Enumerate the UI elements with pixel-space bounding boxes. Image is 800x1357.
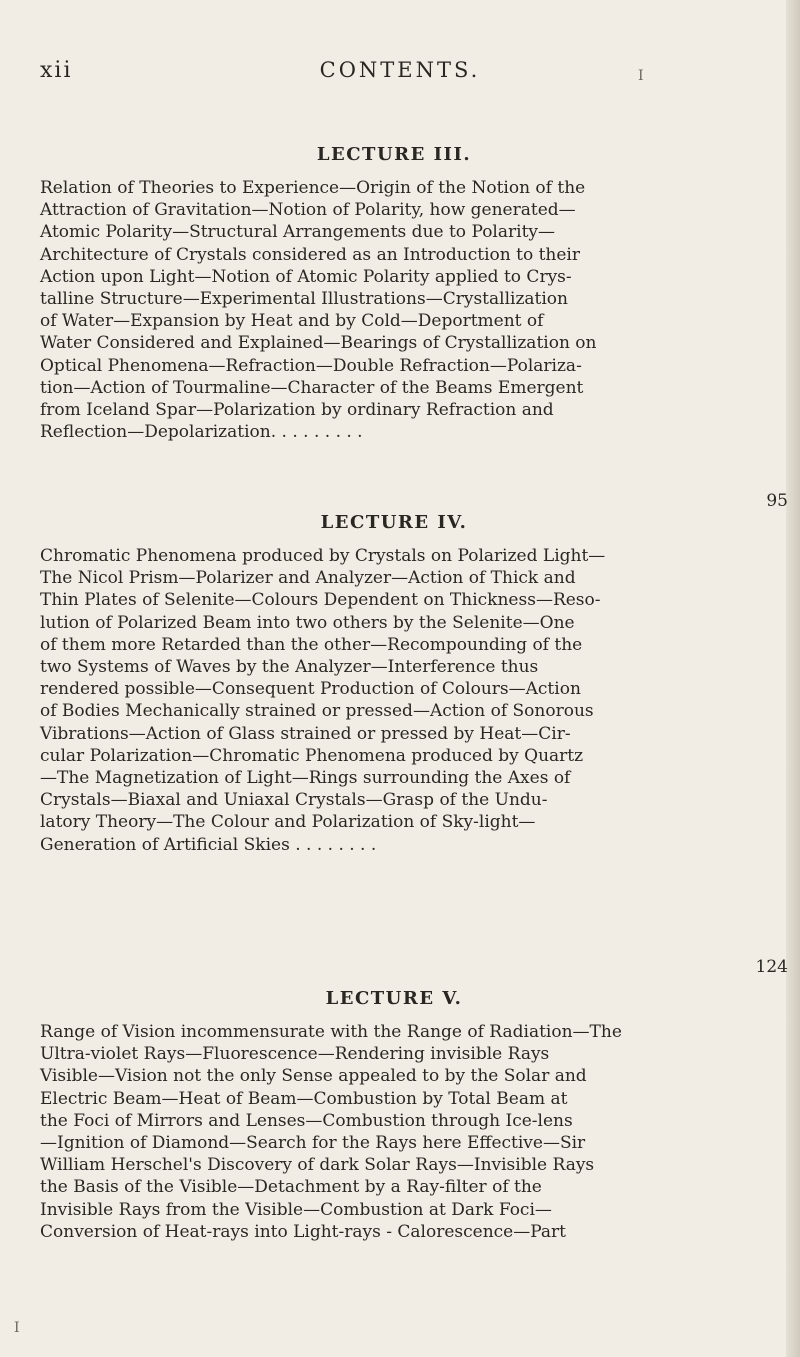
page-edge — [786, 0, 800, 1357]
lecture-5 — [40, 988, 788, 1243]
summary-line: two Systems of Waves by the Analyzer—Interference thus — [40, 657, 539, 678]
lecture-title: LECTURE IV. — [320, 512, 468, 533]
summary-line: —Ignition of Diamond—Search for the Rays here Effective—Sir — [40, 1133, 586, 1154]
lecture-3 — [40, 144, 788, 511]
lecture-title: LECTURE III. — [316, 144, 472, 165]
summary-line: Optical Phenomena—Refraction—Double Refraction—Polariza- — [40, 355, 582, 376]
summary-line: Conversion of Heat-rays into Light-rays - Calorescence—Part — [40, 1221, 566, 1242]
summary-line: Action upon Light—Notion of Atomic Polarity applied to Crys- — [40, 266, 572, 287]
summary-line: of Water—Expansion by Heat and by Cold—Deportment of — [40, 311, 544, 332]
summary-line: Invisible Rays from the Visible—Combustion at Dark Foci— — [40, 1199, 552, 1220]
stray-mark-bottom: I — [14, 1320, 20, 1336]
lecture-summary — [40, 1021, 752, 1243]
lecture-summary — [40, 177, 752, 443]
summary-line: rendered possible—Consequent Production of Colours—Action — [40, 679, 581, 700]
page-number: 124 — [755, 957, 788, 977]
page-number: 95 — [766, 491, 788, 511]
summary-line: of them more Retarded than the other—Recompounding of the — [40, 634, 583, 655]
summary-line: of Bodies Mechanically strained or pressed—Action of Sonorous — [40, 701, 594, 722]
summary-line: William Herschel's Discovery of dark Solar Rays—Invisible Rays — [40, 1155, 595, 1176]
summary-line: Generation of Artificial Skies . . . . . . . . — [40, 834, 377, 855]
summary-line: Thin Plates of Selenite—Colours Dependent on Thickness—Reso- — [40, 590, 601, 611]
summary-line: Visible—Vision not the only Sense appealed to by the Solar and — [40, 1066, 587, 1087]
summary-line: from Iceland Spar—Polarization by ordinary Refraction and — [40, 400, 554, 421]
summary-line: Attraction of Gravitation—Notion of Polarity, how generated— — [40, 200, 576, 221]
summary-line: Reflection—Depolarization. . . . . . . . . — [40, 422, 363, 443]
summary-line: Vibrations—Action of Glass strained or pressed by Heat—Cir- — [40, 723, 571, 744]
summary-line: Relation of Theories to Experience—Origin of the Notion of the — [40, 178, 586, 198]
summary-line: Ultra-violet Rays—Fluorescence—Rendering invisible Rays — [40, 1044, 550, 1065]
lecture-summary — [40, 545, 752, 856]
summary-line: Electric Beam—Heat of Beam—Combustion by Total Beam at — [40, 1088, 568, 1109]
running-title: CONTENTS. — [319, 58, 481, 82]
summary-line: cular Polarization—Chromatic Phenomena produced by Quartz — [40, 745, 584, 766]
summary-line: latory Theory—The Colour and Polarization of Sky-light— — [40, 812, 536, 833]
stray-mark: I — [638, 68, 644, 84]
lecture-title: LECTURE V. — [325, 988, 463, 1009]
page-folio: xii — [40, 58, 73, 83]
running-head — [40, 58, 760, 88]
summary-line: Atomic Polarity—Structural Arrangements due to Polarity— — [40, 222, 556, 243]
summary-line: lution of Polarized Beam into two others by the Selenite—One — [40, 612, 575, 633]
summary-line: Water Considered and Explained—Bearings of Crystallization on — [40, 333, 597, 354]
summary-line: Architecture of Crystals considered as an Introduction to their — [40, 244, 580, 265]
summary-line: talline Structure—Experimental Illustrations—Crystallization — [40, 289, 568, 310]
summary-line: tion—Action of Tourmaline—Character of the Beams Emergent — [40, 377, 584, 398]
summary-line: —The Magnetization of Light—Rings surrounding the Axes of — [40, 768, 571, 789]
summary-line: Crystals—Biaxal and Uniaxal Crystals—Grasp of the Undu- — [40, 790, 548, 811]
summary-line: Range of Vision incommensurate with the Range of Radiation—The — [40, 1022, 622, 1042]
summary-line: Chromatic Phenomena produced by Crystals on Polarized Light— — [40, 546, 606, 566]
summary-line: The Nicol Prism—Polarizer and Analyzer—Action of Thick and — [40, 568, 576, 589]
summary-line: the Basis of the Visible—Detachment by a Ray-filter of the — [40, 1177, 542, 1198]
lecture-4 — [40, 512, 788, 977]
summary-line: the Foci of Mirrors and Lenses—Combustion through Ice-lens — [40, 1110, 573, 1131]
